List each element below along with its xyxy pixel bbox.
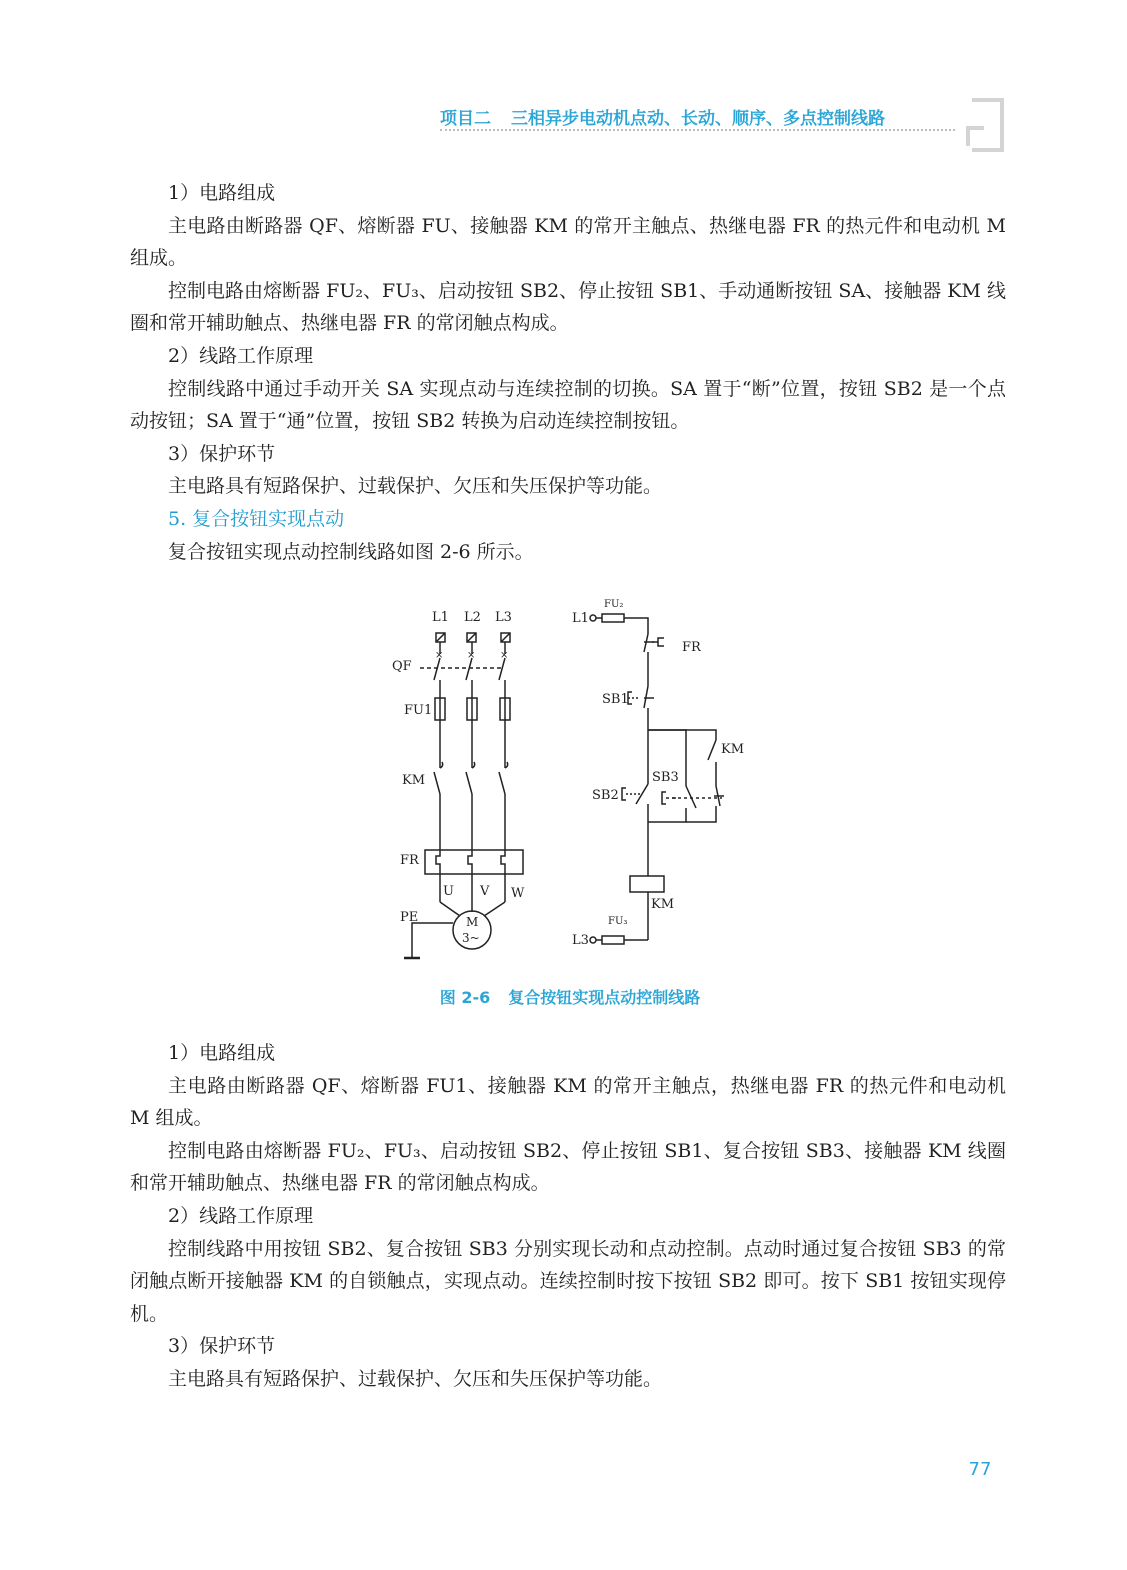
section-b: [130, 1037, 1006, 1396]
section-heading: 5. 复合按钮实现点动: [168, 507, 345, 530]
header-project: 项目二: [440, 109, 491, 129]
pe-ground: [404, 923, 453, 958]
qf-breaker: [420, 658, 505, 680]
label-u: U: [443, 884, 454, 899]
label-motor-3: 3~: [462, 931, 480, 945]
label-sb3: SB3: [652, 770, 679, 785]
label-sb1: SB1: [602, 692, 629, 707]
label-l2: L2: [464, 610, 481, 625]
section-b-paragraph-2: 控制电路由熔断器 FU₂、FU₃、启动按钮 SB2、停止按钮 SB1、复合按钮 SB3、接触器 KM 线圈和常开辅助触点、热继电器 FR 的常闭触点构成。: [130, 1139, 1006, 1195]
km-aux-contact: [708, 740, 716, 786]
label-pe: PE: [400, 910, 419, 925]
fu3-fuse: [602, 936, 624, 944]
section-a-paragraph-4: 主电路具有短路保护、过载保护、欠压和失压保护等功能。: [168, 475, 663, 498]
section-a-heading-3: 3）保护环节: [168, 442, 276, 465]
label-w: W: [511, 886, 525, 901]
sb1-stop-button: [628, 686, 654, 708]
section-b-paragraph-3: 控制线路中用按钮 SB2、复合按钮 SB3 分别实现长动和点动控制。点动时通过复合按钮 SB3 的常闭触点断开接触器 KM 的自锁触点，实现点动。连续控制时按下按钮 SB2 即可。按下 SB1 按钮实现停机。: [130, 1237, 1006, 1325]
figure-caption-title: 复合按钮实现点动控制线路: [508, 988, 701, 1007]
label-l1: L1: [432, 610, 449, 625]
label-fr-main: FR: [400, 853, 419, 868]
label-fu1: FU1: [404, 703, 433, 718]
header-dotted-rule: [440, 129, 955, 131]
header-corner-mark-inner: [966, 126, 984, 146]
header-title: 三相异步电动机点动、长动、顺序、多点控制线路: [511, 109, 885, 129]
section-a-heading-1: 1）电路组成: [168, 182, 276, 204]
main-circuit: [392, 610, 525, 958]
label-fu3: FU₃: [608, 916, 628, 927]
svg-text:×: ×: [467, 650, 476, 661]
label-motor-m: M: [466, 915, 479, 929]
label-control-fr: FR: [682, 640, 701, 655]
section-b-paragraph-1: 主电路由断路器 QF、熔断器 FU1、接触器 KM 的常开主触点，热继电器 FR 的热元件和电动机 M 组成。: [130, 1074, 1006, 1130]
fr-thermal-element: [425, 850, 523, 874]
section-a-paragraph-1: 主电路由断路器 QF、熔断器 FU、接触器 KM 的常开主触点、热继电器 FR 的热元件和电动机 M 组成。: [130, 214, 1006, 270]
section-b-heading-3: 3）保护环节: [168, 1335, 276, 1358]
svg-text:×: ×: [500, 650, 509, 661]
section-b-heading-2: 2）线路工作原理: [168, 1204, 314, 1227]
section-b-heading-1: 1）电路组成: [168, 1042, 276, 1064]
fu2-fuse: [602, 614, 624, 622]
control-circuit: [572, 599, 744, 948]
terminal-symbols: [436, 633, 510, 642]
section-a: [130, 177, 1006, 568]
km-coil: [630, 876, 664, 892]
label-fu2: FU₂: [604, 599, 624, 610]
label-v: V: [480, 884, 490, 899]
label-km-main: KM: [402, 773, 426, 788]
svg-text:×: ×: [435, 650, 444, 661]
figure-intro: 复合按钮实现点动控制线路如图 2-6 所示。: [168, 540, 534, 563]
section-a-paragraph-3: 控制线路中通过手动开关 SA 实现点动与连续控制的切换。SA 置于“断”位置，按钮 SB2 是一个点动按钮；SA 置于“通”位置，按钮 SB2 转换为启动连续控制按钮。: [130, 377, 1006, 433]
sb2-start-button: [622, 730, 648, 876]
label-control-l1: L1: [572, 611, 589, 626]
page-number: 77: [968, 1459, 992, 1480]
section-a-heading-2: 2）线路工作原理: [168, 344, 314, 367]
label-km-aux: KM: [721, 742, 745, 757]
km-main-contacts: [434, 762, 508, 794]
label-sb2: SB2: [592, 788, 619, 803]
label-qf: QF: [392, 659, 412, 674]
section-a-paragraph-2: 控制电路由熔断器 FU₂、FU₃、启动按钮 SB2、停止按钮 SB1、手动通断按钮 SA、接触器 KM 线圈和常开辅助触点、热继电器 FR 的常闭触点构成。: [130, 279, 1006, 335]
section-b-paragraph-4: 主电路具有短路保护、过载保护、欠压和失压保护等功能。: [168, 1367, 663, 1390]
fu1-fuses: [435, 698, 510, 720]
label-l3: L3: [495, 610, 512, 625]
figure-caption-number: 图 2-6: [439, 988, 491, 1007]
label-km-coil: KM: [651, 897, 675, 912]
figure-caption: [330, 985, 810, 1008]
label-control-l3: L3: [572, 933, 589, 948]
fr-nc-contact: [644, 634, 664, 662]
circuit-diagram: [380, 590, 760, 980]
